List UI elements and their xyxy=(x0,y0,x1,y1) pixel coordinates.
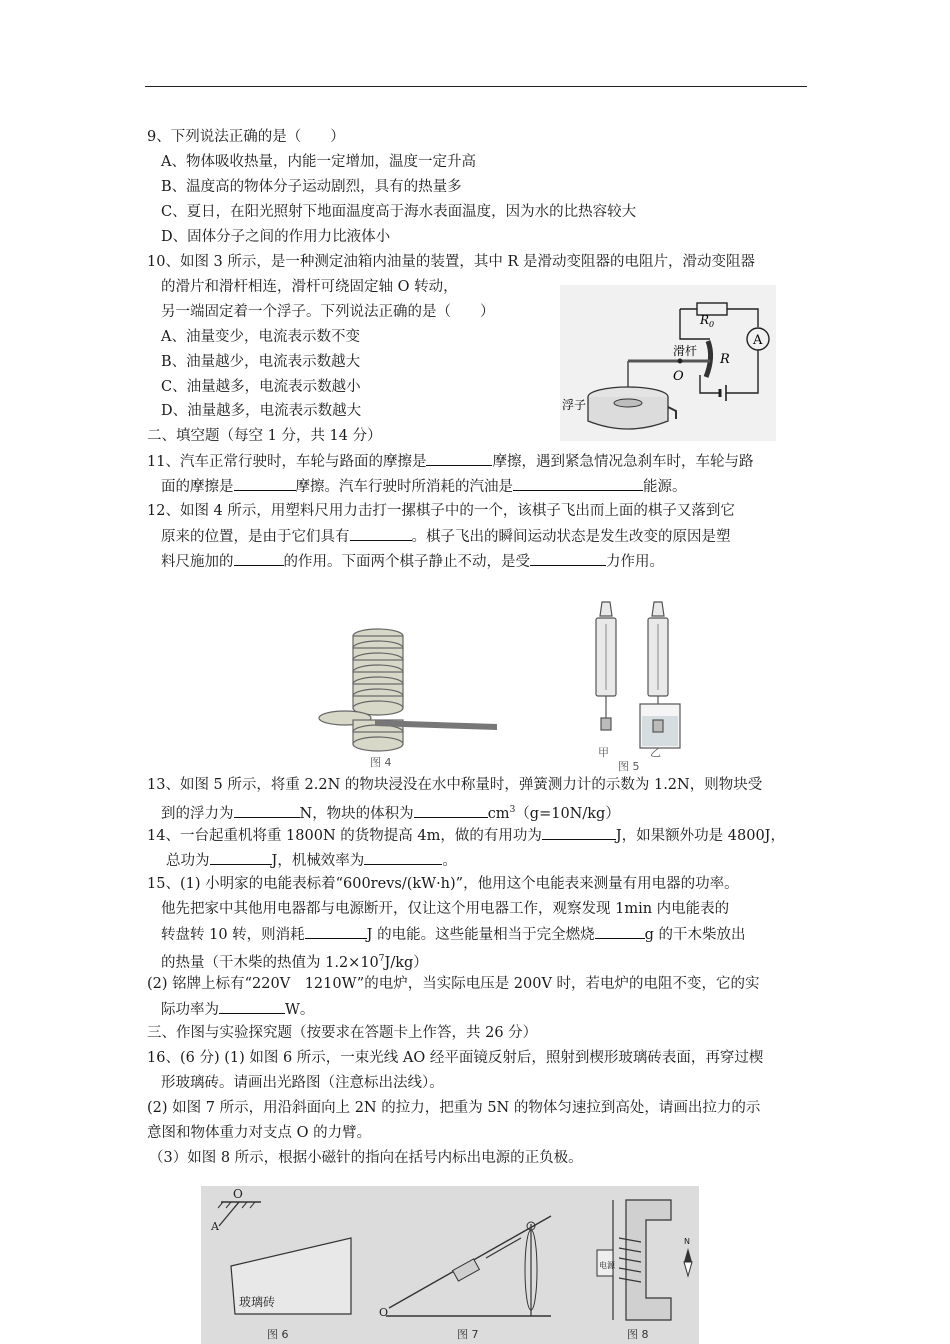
float-label: 浮子 xyxy=(562,398,587,412)
figure-4-caption: 图 4 xyxy=(370,756,392,769)
q10-option-c: C、油量越多，电流表示数越小 xyxy=(161,379,361,395)
q9-option-a: A、物体吸收热量，内能一定增加，温度一定升高 xyxy=(161,154,476,170)
figure-5-left-label: 甲 xyxy=(598,746,609,759)
blank[interactable] xyxy=(414,803,488,818)
ammeter-label: A xyxy=(753,333,763,348)
blank[interactable] xyxy=(234,551,284,566)
figure-6-caption: 图 6 xyxy=(267,1328,289,1341)
q10-line3: 另一端固定着一个浮子。下列说法正确的是（ ） xyxy=(161,304,495,320)
q15-line2: 他先把家中其他用电器都与电源断开，仅让这个用电器工作，观察发现 1min 内电能表的 xyxy=(161,901,730,917)
q12-line2: 原来的位置，是由于它们具有 。棋子飞出的瞬间运动状态是发生改变的原因是塑 xyxy=(161,526,731,547)
figure-6-glass-label: 玻璃砖 xyxy=(239,1295,276,1309)
q11-line1: 11、汽车正常行驶时，车轮与路面的摩擦是 摩擦，遇到紧急情况急刹车时，车轮与路 xyxy=(147,451,753,472)
q9-option-d: D、固体分子之间的作用力比液体小 xyxy=(161,229,391,245)
blank[interactable] xyxy=(210,850,272,865)
q16-line3: (2) 如图 7 所示，用沿斜面向上 2N 的拉力，把重为 5N 的物体匀速拉到高处，请画出拉力的示 xyxy=(147,1100,761,1116)
figure-7-caption: 图 7 xyxy=(457,1328,479,1341)
blank[interactable] xyxy=(595,924,645,939)
q10-option-a: A、油量变少，电流表示数不变 xyxy=(161,329,360,345)
q16-line5: （3）如图 8 所示，根据小磁针的指向在括号内标出电源的正负极。 xyxy=(149,1150,583,1166)
blank[interactable] xyxy=(234,803,300,818)
figure-5-caption: 图 5 xyxy=(618,760,640,773)
figure-8-caption: 图 8 xyxy=(627,1328,649,1341)
q10-option-d: D、油量越多，电流表示数越大 xyxy=(161,403,362,419)
section3-heading: 三、作图与实验探究题（按要求在答题卡上作答，共 26 分） xyxy=(147,1025,538,1041)
q10-line1: 10、如图 3 所示，是一种测定油箱内油量的装置，其中 R 是滑动变阻器的电阻片，滑动变阻器 xyxy=(147,254,756,270)
figure-6-o-label: O xyxy=(233,1187,243,1201)
q16-line1: 16、(6 分) (1) 如图 6 所示，一束光线 AO 经平面镜反射后，照射到楔形玻璃砖表面，再穿过楔 xyxy=(147,1050,764,1066)
blank[interactable] xyxy=(542,825,616,840)
figure-4-chess-stack xyxy=(315,620,500,770)
figure-8-power-label: 电源 xyxy=(599,1261,615,1270)
r0-label: $R_0$ xyxy=(700,313,715,329)
slider-label: 滑杆 xyxy=(673,344,698,358)
q13-line1: 13、如图 5 所示，将重 2.2N 的物块浸没在水中称量时，弹簧测力计的示数为 1.2N，则物块受 xyxy=(147,777,763,793)
blank[interactable] xyxy=(305,924,367,939)
figure-7-o-label: O xyxy=(379,1306,389,1319)
header-rule xyxy=(145,86,807,87)
q12-line1: 12、如图 4 所示，用塑料尺用力击打一摞棋子中的一个，该棋子飞出而上面的棋子又落到它 xyxy=(147,503,735,519)
blank[interactable] xyxy=(513,476,643,491)
q12-line3: 料尺施加的 的作用。下面两个棋子静止不动，是受 力作用。 xyxy=(161,551,664,572)
q16-line2: 形玻璃砖。请画出光路图（注意标出法线）。 xyxy=(161,1075,444,1091)
figure-6-a-label: A xyxy=(211,1220,219,1233)
q15-line5: (2) 铭牌上标有“220V 1210W”的电炉，当实际电压是 200V 时，若电炉的电阻不变，它的实 xyxy=(147,976,760,992)
q9-stem: 9、下列说法正确的是（ ） xyxy=(147,129,345,145)
q14-line2: 总功为 J，机械效率为 。 xyxy=(166,850,457,871)
q13-line2: 到的浮力为 N，物块的体积为 $cm^3(g=10N/kg)$ xyxy=(161,800,620,824)
q10-option-b: B、油量越少，电流表示数越大 xyxy=(161,354,361,370)
figure-8-n-label: N xyxy=(684,1237,690,1246)
pivot-label: O xyxy=(673,369,684,384)
blank[interactable] xyxy=(530,551,606,566)
figure-3-oil-gauge xyxy=(560,285,776,441)
figure-5-spring-scale xyxy=(582,598,697,773)
blank[interactable] xyxy=(350,526,412,541)
q15-line6: 际功率为 W。 xyxy=(161,999,314,1020)
blank[interactable] xyxy=(219,999,285,1014)
q15-line4: 的热量（干木柴的热值为 $1.2\times 10^7J/kg$） xyxy=(161,954,428,971)
q9-option-b: B、温度高的物体分子运动剧烈，具有的热量多 xyxy=(161,179,462,195)
r-label: R xyxy=(720,352,730,367)
blank[interactable] xyxy=(364,850,442,865)
q9-option-c: C、夏日，在阳光照射下地面温度高于海水表面温度，因为水的比热容较大 xyxy=(161,204,637,220)
blank[interactable] xyxy=(426,451,492,466)
q15-line3: 转盘转 10 转，则消耗 J 的电能。这些能量相当于完全燃烧 g 的干木柴放出 xyxy=(161,924,745,945)
section2-heading: 二、填空题（每空 1 分，共 14 分） xyxy=(147,428,382,444)
q10-line2: 的滑片和滑杆相连，滑杆可绕固定轴 O 转动， xyxy=(161,279,458,295)
q14-line1: 14、一台起重机将重 1800N 的货物提高 4m，做的有用功为 J，如果额外功是 4800J， xyxy=(147,825,785,846)
q15-line1: 15、(1) 小明家的电能表标着“600revs/(kW·h)”，他用这个电能表来测量有用电器的功率。 xyxy=(147,876,739,892)
figure-6-7-8-panel xyxy=(201,1186,699,1344)
figure-5-right-label: 乙 xyxy=(650,746,661,759)
blank[interactable] xyxy=(234,476,296,491)
q11-line2: 面的摩擦是 摩擦。汽车行驶时所消耗的汽油是 能源。 xyxy=(161,476,687,497)
q16-line4: 意图和物体重力对支点 O 的力臂。 xyxy=(147,1125,372,1141)
